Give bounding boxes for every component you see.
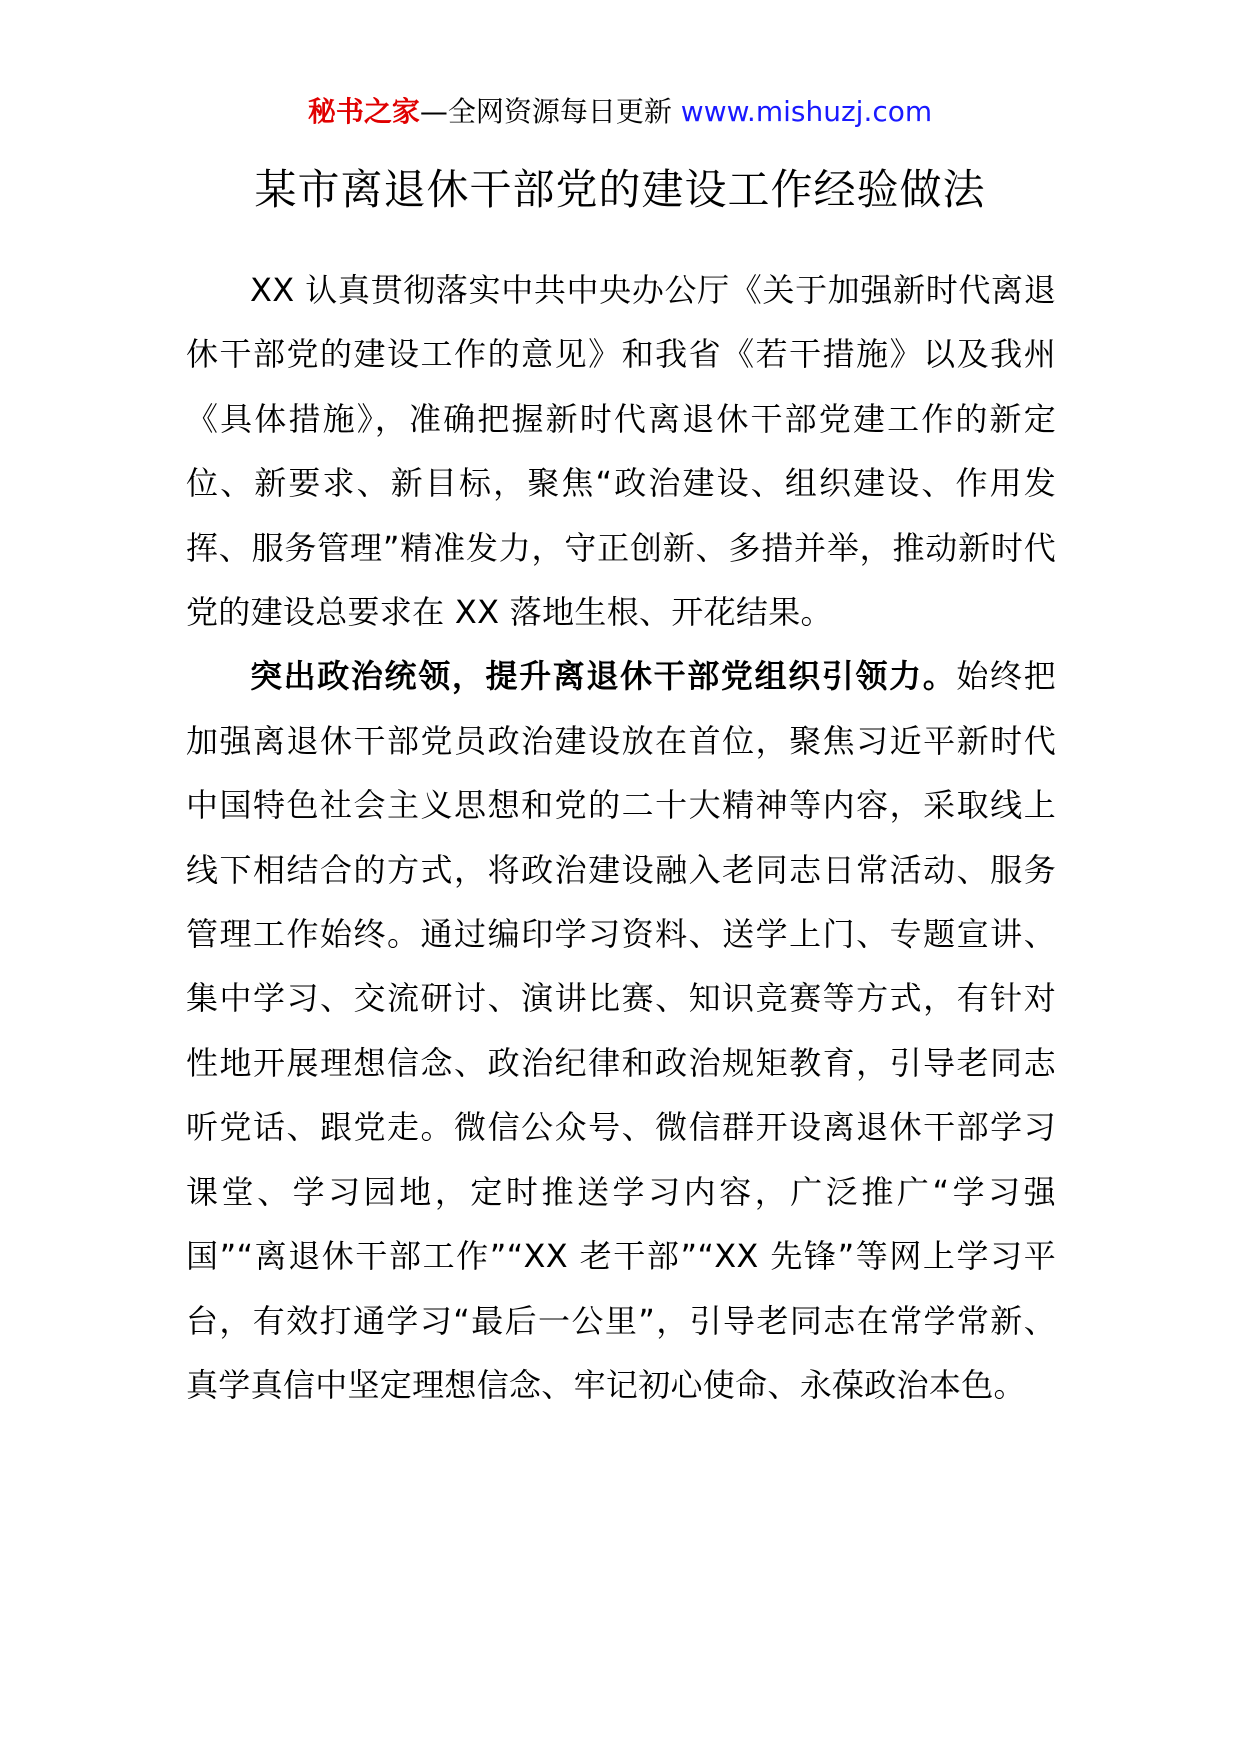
header-tagline: —全网资源每日更新 <box>419 95 672 128</box>
site-header <box>0 92 1240 132</box>
site-url-link[interactable]: www.mishuzj.com <box>680 95 933 128</box>
document-body <box>186 258 1056 1417</box>
paragraph-text: 始终把加强离退休干部党员政治建设放在首位，聚焦习近平新时代中国特色社会主义思想和党的二十大精神等内容，采取线上线下相结合的方式，将政治建设融入老同志日常活动、服务管理工作始终。通过编印学习资料、送学上门、专题宣讲、集中学习、交流研讨、演讲比赛、知识竞赛等方式，有针对性地开展理想信念、政治纪律和政治规矩教育，引导老同志听党话、跟党走。微信公众号、微信群开设离退休干部学习课堂、学习园地，定时推送学习内容，广泛推广“学习强国”“离退休干部工作”“XX 老干部”“XX 先锋”等网上学习平台，有效打通学习“最后一公里”，引导老同志在常学常新、真学真信中坚定理想信念、牢记初心使命、永葆政治本色。 <box>186 657 1056 1404</box>
document-title: 某市离退休干部党的建设工作经验做法 <box>254 165 986 214</box>
brand-name: 秘书之家 <box>307 95 420 128</box>
paragraph-text: XX 认真贯彻落实中共中央办公厅《关于加强新时代离退休干部党的建设工作的意见》和我省《若干措施》以及我州《具体措施》，准确把握新时代离退休干部党建工作的新定位、新要求、新目标，聚焦“政治建设、组织建设、作用发挥、服务管理”精准发力，守正创新、多措并举，推动新时代党的建设总要求在 XX 落地生根、开花结果。 <box>186 271 1056 632</box>
paragraph <box>186 644 1056 1417</box>
paragraph <box>186 258 1056 644</box>
paragraph-lead: 突出政治统领，提升离退休干部党组织引领力。 <box>250 657 957 696</box>
